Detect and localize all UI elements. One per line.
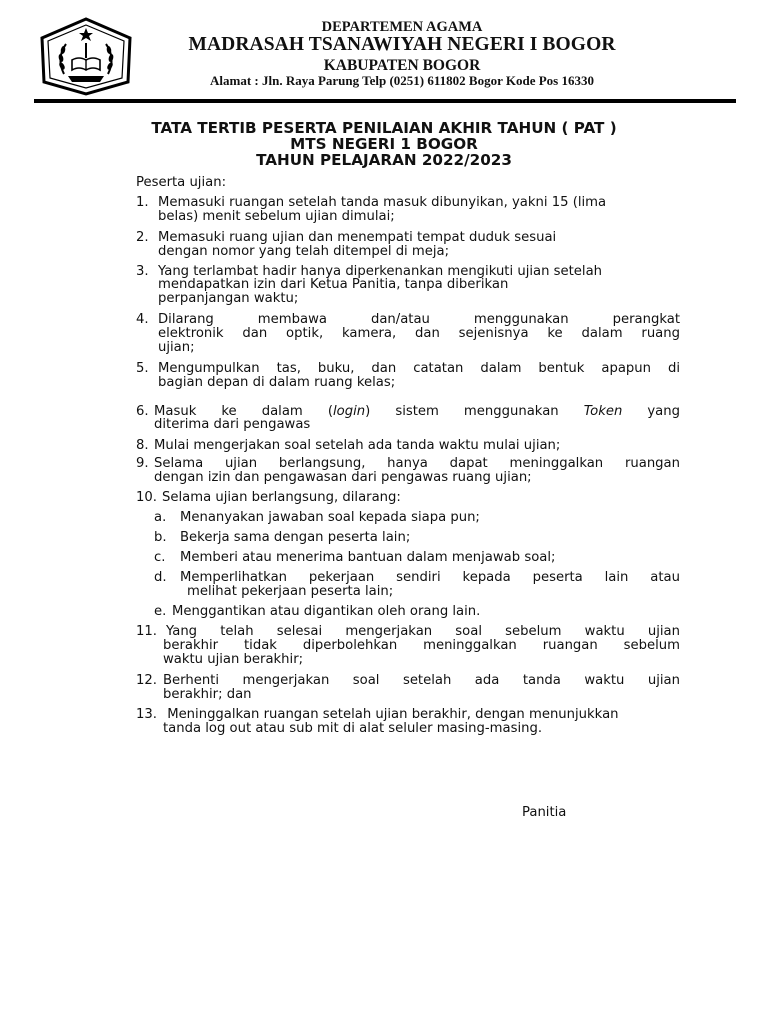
rule-number: 8. <box>136 438 149 453</box>
rule-text: Selama ujian berlangsung, dilarang: <box>162 490 401 505</box>
rule-number: 10. <box>136 490 157 505</box>
rule-number: 11. <box>136 624 157 639</box>
rule-text: waktu ujian berakhir; <box>163 652 304 667</box>
rule-number: 4. <box>136 312 149 327</box>
rule-text: Dilarang membawa dan/atau menggunakan perangkat <box>158 312 680 327</box>
subrule-text: Bekerja sama dengan peserta lain; <box>180 530 411 545</box>
letterhead-divider <box>34 99 736 103</box>
rule-number: 13. <box>136 707 157 722</box>
letterhead-department: DEPARTEMEN AGAMA <box>321 19 483 35</box>
rule-text-part: ) sistem menggunakan <box>365 404 584 419</box>
rule-text: Mengumpulkan tas, buku, dan catatan dalam bentuk apapun di <box>158 361 680 376</box>
rule-text: Mulai mengerjakan soal setelah ada tanda waktu mulai ujian; <box>154 438 561 453</box>
rule-text: belas) menit sebelum ujian dimulai; <box>158 209 395 224</box>
rule-number: 2. <box>136 230 149 245</box>
rule-text: Berhenti mengerjakan soal setelah ada tanda waktu ujian <box>163 673 680 688</box>
rule-text: mendapatkan izin dari Ketua Panitia, tanpa diberikan <box>158 277 509 292</box>
subrule-text: Menggantikan atau digantikan oleh orang lain. <box>172 604 481 619</box>
rule-text: dengan nomor yang telah ditempel di meja; <box>158 244 450 259</box>
rule-text: berakhir tidak diperbolehkan meninggalkan ruangan sebelum <box>163 638 680 653</box>
rule-number: 1. <box>136 195 149 210</box>
rule-text: ujian; <box>158 340 195 355</box>
subrule-text: Menanyakan jawaban soal kepada siapa pun; <box>180 510 480 525</box>
rule-number: 12. <box>136 673 157 688</box>
signature-committee: Panitia <box>522 805 567 820</box>
letterhead-address: Alamat : Jln. Raya Parung Telp (0251) 611802 Bogor Kode Pos 16330 <box>209 73 594 88</box>
letterhead-school-name: MADRASAH TSANAWIYAH NEGERI I BOGOR <box>188 34 616 55</box>
subrule-label: b. <box>154 530 167 545</box>
rule-text-part: yang <box>622 404 680 419</box>
letterhead-regency: KABUPATEN BOGOR <box>323 57 481 74</box>
rule-number: 3. <box>136 264 149 279</box>
rule-text: Yang terlambat hadir hanya diperkenankan mengikuti ujian setelah <box>158 264 603 279</box>
rule-text: perpanjangan waktu; <box>158 291 299 306</box>
rule-number: 6. <box>136 404 149 419</box>
intro-text: Peserta ujian: <box>136 175 227 190</box>
subrule-label: a. <box>154 510 167 525</box>
subrule-label: e. <box>154 604 167 619</box>
rule-text: elektronik dan optik, kamera, dan sejenisnya ke dalam ruang <box>158 326 680 341</box>
rule-text: Selama ujian berlangsung, hanya dapat meninggalkan ruangan <box>154 456 680 471</box>
rule-text: tanda log out atau sub mit di alat seluler masing-masing. <box>163 721 543 736</box>
rule-text: bagian depan di dalam ruang kelas; <box>158 375 396 390</box>
rule-text: Meninggalkan ruangan setelah ujian berakhir, dengan menunjukkan <box>163 707 619 722</box>
subrule-label: d. <box>154 570 167 585</box>
rule-text: Yang telah selesai mengerjakan soal sebelum waktu ujian <box>166 624 680 639</box>
rule-text-italic-login: login <box>332 404 366 419</box>
rule-text: Memasuki ruangan setelah tanda masuk dibunyikan, yakni 15 (lima <box>158 195 607 210</box>
rule-text: diterima dari pengawas <box>154 417 311 432</box>
rule-text: berakhir; dan <box>163 687 252 702</box>
subrule-text: melihat pekerjaan peserta lain; <box>187 584 394 599</box>
subrule-text: Memberi atau menerima bantuan dalam menjawab soal; <box>180 550 556 565</box>
document-subtitle-year: TAHUN PELAJARAN 2022/2023 <box>256 151 512 169</box>
rule-text: dengan izin dan pengawasan dari pengawas ruang ujian; <box>154 470 532 485</box>
rule-number: 9. <box>136 456 149 471</box>
rule-number: 5. <box>136 361 149 376</box>
subrule-text: Memperlihatkan pekerjaan sendiri kepada peserta lain atau <box>180 570 680 585</box>
subrule-label: c. <box>154 550 166 565</box>
ministry-of-religious-affairs-emblem-icon <box>38 16 134 96</box>
document-subtitle-school: MTS NEGERI 1 BOGOR <box>290 135 478 153</box>
document-title: TATA TERTIB PESERTA PENILAIAN AKHIR TAHUN ( PAT ) <box>151 119 617 137</box>
rule-text-part: Masuk ke dalam ( <box>154 404 333 419</box>
rule-text: Memasuki ruang ujian dan menempati tempat duduk sesuai <box>158 230 557 245</box>
rule-text-italic-token: Token <box>583 404 623 419</box>
